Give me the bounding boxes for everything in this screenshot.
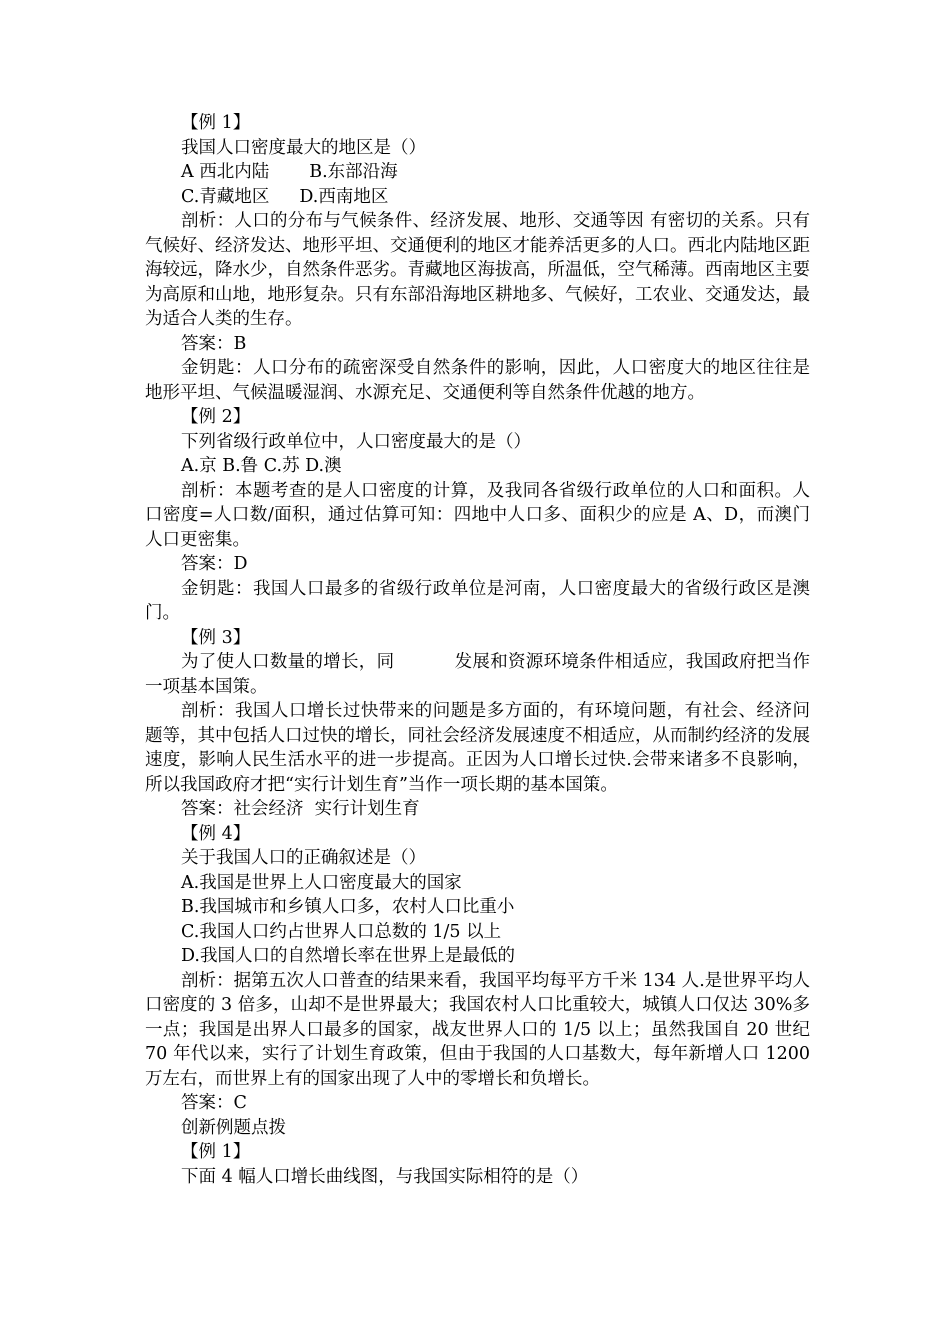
option-d: D.西南地区 [299,186,389,207]
innovation-example-1-question: 下面 4 幅人口增长曲线图，与我国实际相符的是（） [181,1166,589,1187]
example-2-options: A.京 B.鲁 C.苏 D.澳 [181,456,342,476]
innovation-example-1-label: 【例 1】 [181,1142,251,1162]
example-3-label: 【例 3】 [181,627,251,648]
example-3-question [145,650,810,699]
example-1-key: 金钥匙：人口分布的疏密深受自然条件的影响，因此，人口密度大的地区往往是地形平坦、气候温暖湿润、水源充足、交通便利等自然条件优越的地方。 [145,358,810,403]
example-4-answer: 答案：C [181,1093,247,1113]
example-4-option-a: A.我国是世界上人口密度最大的国家 [181,872,462,893]
example-1-analysis: 剖析：人口的分布与气候条件、经济发展、地形、交通等因 有密切的关系。只有气候好、经济发达、地形平坦、交通便利的地区才能养活更多的人口。西北内陆地区距海较远，降水少，自然条件恶劣。青藏地区海拔高，所温低，空气稀薄。西南地区主要为高原和山地，地形复杂。只有东部沿海地区耕地多、气候好，工农业、交通发达，最为适合人类的生存。 [145,211,810,329]
section-heading: 创新例题点拨 [181,1117,286,1138]
document-body [145,111,810,1189]
example-2-analysis: 剖析：本题考查的是人口密度的计算，及我同各省级行政单位的人口和面积。人口密度=人口数/面积，通过估算可知：四地中人口多、面积少的应是 A、D，而澳门人口更密集。 [145,480,810,550]
example-1-label: 【例 1】 [181,113,251,133]
example-1-answer: 答案：B [181,333,247,354]
example-3-answer: 答案：社会经济 实行计划生育 [181,799,420,819]
example-1-options-ab [145,160,810,185]
example-4-label: 【例 4】 [181,823,251,844]
option-b: B.东部沿海 [309,162,398,182]
example-2-question: 下列省级行政单位中，人口密度最大的是（） [181,431,531,452]
example-4-option-d: D.我国人口的自然增长率在世界上是最低的 [181,946,515,966]
option-a: A 西北内陆 [181,162,270,182]
question-part-b: 发展和资源环境条件相适应，我国政府把 [454,652,775,672]
example-2-answer: 答案：D [181,554,248,574]
question-part-c: 当作一项基本国策。 [145,652,810,697]
example-1-question: 我国人口密度最大的地区是（） [181,137,426,158]
example-1-options-cd [145,185,810,210]
example-2-key: 金钥匙：我国人口最多的省级行政单位是河南，人口密度最大的省级行政区是澳门。 [145,578,810,623]
example-4-option-c: C.我国人口约占世界人口总数的 1/5 以上 [181,921,502,942]
example-4-analysis: 剖析：据第五次人口普查的结果来看，我国平均每平方千米 134 人.是世界平均人口密度的 3 倍多，山却不是世界最大；我国农村人口比重较大，城镇人口仅达 30%多一点；我国是出界人口最多的国家，战友世界人口的 1/5 以上；虽然我国自 20 世纪 70 年代以来，实行了计划生育政策，但由于我国的人口基数大，每年新增人口 1200 万左右，而世界上有的国家出现了人中的零增长和负增长。 [145,970,810,1089]
example-2-label: 【例 2】 [181,407,251,427]
example-4-question: 关于我国人口的正确叙述是（） [181,848,426,868]
option-c: C.青藏地区 [181,186,270,207]
example-4-option-b: B.我国城市和乡镇人口多，农村人口比重小 [181,897,515,917]
example-3-analysis: 剖析：我国人口增长过快带来的问题是多方面的，有环境问题，有社会、经济问题等，其中包括人口过快的增长，同社会经济发展速度不相适应，从而制约经济的发展速度，影响人民生活水平的进一步提高。正因为人口增长过快.会带来诸多不良影响，所以我国政府才把“实行计划生育”当作一项长期的基本国策。 [145,701,810,795]
question-part-a: 为了使人口数量的增长，同 [181,652,395,672]
